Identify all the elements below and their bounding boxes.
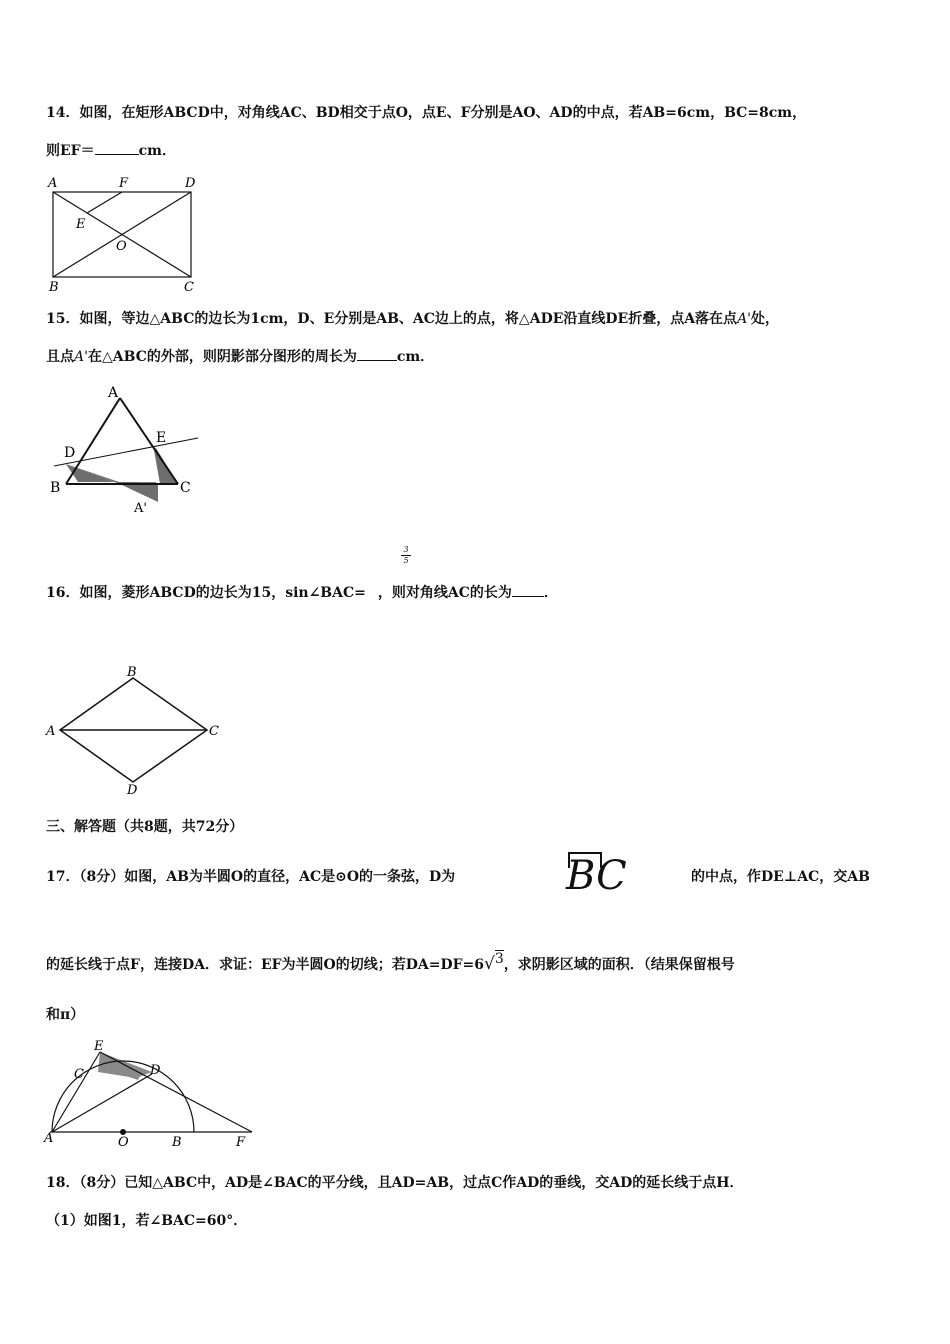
q17-sqrt-value: 3 — [494, 951, 504, 967]
q16-line1-suffix: ，则对角线AC的长为 — [377, 585, 512, 601]
q17-label-F: F — [236, 1135, 246, 1150]
q15-line2-suffix: cm． — [396, 349, 435, 365]
q15-label-B: B — [50, 480, 61, 496]
q15-label-D: D — [64, 445, 76, 461]
q14-label-F: F — [119, 176, 129, 191]
q14-label-C: C — [184, 280, 194, 295]
q18-sub1: （1）如图1，若∠BAC=60°． — [46, 1213, 248, 1229]
q16-label-D: D — [127, 783, 138, 798]
q15-a-prime: A' — [737, 311, 752, 327]
q16-line1-end: ． — [543, 585, 558, 601]
q17-label-B: B — [172, 1135, 182, 1150]
q16-rhombus-figure — [40, 660, 230, 800]
q15-line2-rest: 在△ABC的外部，则阴影部分图形的周长为 — [87, 349, 357, 365]
section-3-heading: 三、解答题（共8题，共72分） — [46, 819, 244, 835]
q17-text-line2 — [46, 951, 735, 974]
q15-line2-start: 且点 — [46, 349, 74, 365]
q15-a-prime-2: A' — [74, 349, 88, 365]
q14-text-line1: 14．如图，在矩形ABCD中，对角线AC、BD相交于点O，点E、F分别是AO、AD的中点，若AB=6cm，BC=8cm， — [46, 105, 807, 121]
q14-label-D: D — [185, 176, 196, 191]
q16-label-C: C — [209, 724, 219, 739]
q18-text-line1: 18．（8分）已知△ABC中，AD是∠BAC的平分线，且AD=AB，过点C作AD的垂线，交AD的延长线于点H． — [46, 1175, 744, 1191]
q14-suffix: cm． — [138, 143, 176, 159]
q17-semicircle-figure — [40, 1036, 260, 1156]
q14-label-O: O — [116, 239, 127, 254]
q14-rectangle-figure — [40, 170, 210, 295]
q17-label-D: D — [150, 1063, 161, 1078]
q15-label-C: C — [180, 480, 191, 496]
q17-label-C: C — [74, 1067, 84, 1082]
q17-sqrt-sign: √ — [484, 954, 495, 974]
q17-line2-prefix: 的延长线于点F，连接DA．求证：EF为半圆O的切线；若DA=DF=6 — [46, 957, 485, 973]
q14-label-A: A — [48, 176, 58, 191]
q16-text-line1 — [46, 582, 558, 602]
q15-label-A-prime: A' — [134, 501, 147, 516]
q15-line1: 15．如图，等边△ABC的边长为1cm，D、E分别是AB、AC边上的点，将△ADE沿直线DE折叠，点A落在点 — [46, 311, 738, 327]
q16-fraction — [401, 545, 411, 566]
q16-fraction-denominator: 5 — [401, 555, 411, 566]
q14-label-B: B — [49, 280, 59, 295]
q17-label-E: E — [94, 1039, 104, 1054]
q15-label-E: E — [156, 430, 167, 446]
q17-text-line1-prefix: 17．（8分）如图，AB为半圆O的直径，AC是⊙O的一条弦，D为 — [46, 869, 456, 885]
q17-label-A: A — [44, 1131, 54, 1146]
q17-text-line3: 和π） — [46, 1007, 85, 1023]
q14-label-E: E — [76, 217, 86, 232]
q15-text-line1 — [46, 308, 779, 328]
q16-line1-prefix: 16．如图，菱形ABCD的边长为15，sin∠BAC= — [46, 585, 366, 601]
q15-text-line2 — [46, 346, 434, 366]
q16-label-A: A — [46, 724, 56, 739]
q15-triangle-figure — [40, 380, 210, 520]
q17-label-O: O — [118, 1135, 129, 1150]
q14-text-line2 — [46, 140, 176, 160]
q16-answer-blank — [512, 584, 544, 597]
q17-text-line1-suffix: 的中点，作DE⊥AC，交AB — [691, 869, 870, 885]
q16-fraction-numerator: 3 — [403, 545, 409, 554]
q15-answer-blank — [357, 348, 397, 361]
q14-prefix: 则EF＝ — [46, 143, 95, 159]
q16-label-B: B — [127, 665, 137, 680]
q17-line2-suffix: ，求阴影区域的面积．（结果保留根号 — [503, 957, 735, 973]
q15-label-A: A — [108, 385, 119, 401]
q15-line1-end: 处， — [751, 311, 780, 327]
q17-arc-label: BC — [566, 853, 627, 899]
q14-answer-blank — [95, 142, 139, 155]
q17-arc-bc — [566, 852, 674, 899]
